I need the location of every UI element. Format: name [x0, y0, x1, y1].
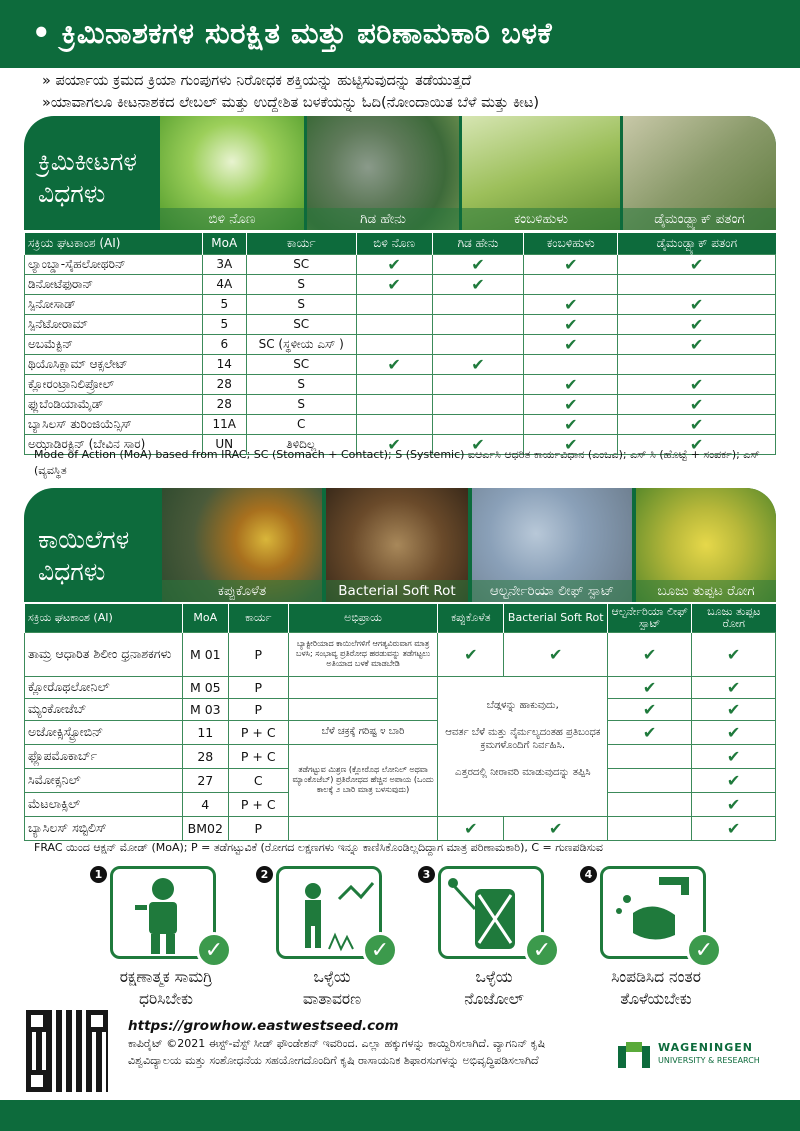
cell-effect	[618, 394, 776, 414]
check-icon: ✔	[726, 722, 741, 742]
cell-effect	[432, 274, 524, 294]
check-icon: ✔	[564, 314, 578, 334]
cell-ai: ಕ್ಲೋರಂಟ್ರಾನಿಲಿಪ್ರೋಲ್	[25, 374, 203, 394]
step-caption: ಒಳ್ಳೆಯ ನೊಜೋಲ್	[464, 968, 524, 1008]
cell-effect	[608, 768, 692, 792]
insect-col-header: ಡೈಮಂಡ್ಬ್ಯಾಕ್ ಪತಂಗ	[618, 233, 776, 254]
check-icon: ✔	[689, 294, 704, 314]
fungicide-table-header	[25, 604, 776, 632]
check-icon: ✔	[564, 294, 578, 314]
insect-col-header: ಗಿಡ ಹೇನು	[432, 233, 524, 254]
check-icon: ✔	[564, 394, 578, 414]
cell-ai: ಮೆಟಲಾಕ್ಸಿಲ್	[25, 792, 183, 816]
table-row	[25, 374, 776, 394]
cell-action: C	[246, 414, 356, 434]
insecticide-table	[24, 233, 776, 455]
cell-effect	[692, 720, 776, 744]
cell-ai: ಫ್ಲೊಪಮೊಕಾರ್ಬ್	[25, 744, 183, 768]
table-row	[25, 354, 776, 374]
cell-action: S	[246, 394, 356, 414]
wageningen-logo	[618, 1038, 778, 1074]
cell-moa: M 03	[182, 698, 228, 720]
check-icon: ✔	[549, 644, 563, 664]
table-row	[25, 394, 776, 414]
table-row	[25, 632, 776, 676]
cell-remark: ಬ್ಯಾಕ್ಟೀರಿಯಾದ ಕಾಯಿಲೆಗಳಿಗೆ ಆಗತ್ಯವಿರುವಾಗ ಮಾತ್ರ ಬಳಸಿ; ಸಂಭಾವ್ಯ ಪ್ರತಿರೋಧ ಹರಡುವನ್ನು ತಡೆಗಟ್ಟಲು ಅತಿಯಾದ ಬಳಕೆ ಮಾಡಬೇಡಿ	[288, 632, 438, 676]
cell-effect	[356, 414, 432, 434]
cell-action: P + C	[228, 744, 288, 768]
insects-note: Mode of Action (MoA) based from IRAC; SC (Stomach + Contact); S (Systemic) ಐಆರ್ಎಸಿ ಆಧರಿತ ಕಾರ್ಯವಿಧಾನ (ಎಂಒಎ); ಎಸ್ ಸಿ (ಹೊಟ್ಟೆ + ಸಂಪರ್ಕ); ಎಸ್ (ವ್ಯವಸ್ಥಿತ	[34, 448, 760, 477]
cell-effect	[432, 334, 524, 354]
wageningen-logo-icon	[618, 1040, 652, 1070]
cell-effect	[692, 792, 776, 816]
photo-caterpillar: ಕಂಬಳಿಹುಳು	[462, 116, 620, 230]
cell-ai: ಕ್ಲೋರೊಥಲೋನಿಲ್	[25, 676, 183, 698]
cell-moa: UN	[202, 434, 246, 454]
check-icon: ✔	[564, 414, 578, 434]
check-icon: ✔	[471, 274, 485, 294]
cell-effect	[524, 394, 618, 414]
cell-moa: BM02	[182, 816, 228, 840]
cell-action: S	[246, 294, 356, 314]
cell-effect	[432, 254, 524, 274]
insect-col-header: ಸಕ್ರಿಯ ಘಟಕಾಂಶ (AI)	[25, 233, 203, 254]
photo-aphid: ಗಿಡ ಹೇನು	[307, 116, 459, 230]
table-row	[25, 314, 776, 334]
cell-effect	[524, 314, 618, 334]
cell-moa: M 05	[182, 676, 228, 698]
cell-ai: ಫ್ಲುಬೆಂಡಿಯಾಮೈಡ್	[25, 394, 203, 414]
cell-effect	[618, 374, 776, 394]
cell-effect	[524, 254, 618, 274]
logo-subtitle: UNIVERSITY & RESEARCH	[658, 1056, 760, 1065]
cell-effect	[524, 354, 618, 374]
cell-effect	[504, 816, 608, 840]
check-icon: ✔	[642, 699, 657, 719]
cell-effect	[356, 254, 432, 274]
bottom-bar	[0, 1100, 800, 1131]
cell-moa: 5	[202, 314, 246, 334]
check-icon: ✔	[642, 722, 657, 742]
cell-moa: 28	[202, 394, 246, 414]
photo-whitefly: ಬಿಳಿ ನೊಣ	[160, 116, 304, 230]
cultural-remark-line: ಬೆಡ್ಗಳನ್ನು ಹಾಕುವುದು,	[486, 700, 559, 711]
check-icon: ✔	[471, 254, 485, 274]
cell-ai: ಮ್ಯಂಕೋಜೆಬ್	[25, 698, 183, 720]
cell-effect	[618, 294, 776, 314]
cell-effect	[524, 414, 618, 434]
check-icon: ✔	[689, 314, 704, 334]
cell-effect	[524, 334, 618, 354]
table-row	[25, 698, 776, 720]
cell-effect	[432, 314, 524, 334]
cell-moa: 27	[182, 768, 228, 792]
check-icon: ✔	[549, 818, 563, 838]
cell-action: P	[228, 816, 288, 840]
step-number: 3	[418, 866, 435, 883]
cell-effect	[692, 816, 776, 840]
cell-effect	[432, 394, 524, 414]
check-icon: ✔	[726, 818, 741, 838]
step-caption: ರಕ್ಷಣಾತ್ಮಕ ಸಾಮಗ್ರಿ ಧರಿಸಿಬೇಕು	[119, 968, 213, 1008]
check-icon: ✔	[689, 254, 704, 274]
check-icon: ✔	[564, 374, 578, 394]
cell-action: SC (ಸ್ಥಳೀಯ ಎಸ್ )	[246, 334, 356, 354]
cell-effect	[608, 632, 692, 676]
check-icon: ✓	[196, 932, 232, 968]
insect-col-header: ಬಿಳಿ ನೊಣ	[356, 233, 432, 254]
cell-effect	[618, 354, 776, 374]
check-icon: ✓	[686, 932, 722, 968]
step-caption: ಒಳ್ಳೆಯ ವಾತಾವರಣ	[302, 968, 362, 1008]
table-row	[25, 334, 776, 354]
footer-text	[128, 1018, 598, 1069]
step-caption: ಸಿಂಪಡಿಸಿದ ನಂತರ ತೊಳೆಯಬೇಕು	[611, 968, 701, 1008]
cell-ai: ಬ್ಯಾಸಿಲಸ್ ಸಬ್ಟಿಲಿಸ್	[25, 816, 183, 840]
cell-effect	[356, 394, 432, 414]
table-row	[25, 816, 776, 840]
cell-action: ತಿಳಿದಿಲ್ಲ	[246, 434, 356, 454]
cell-effect	[618, 334, 776, 354]
fungicide-table	[24, 604, 776, 841]
cell-effect	[432, 414, 524, 434]
cell-ai: ಬ್ಯಾಸಿಲಸ್ ತುರಿಂಜಿಯೆನ್ಸಿಸ್	[25, 414, 203, 434]
cell-effect	[618, 314, 776, 334]
cell-cultural-remark	[438, 676, 608, 816]
check-icon: ✔	[642, 677, 657, 697]
diseases-note: FRAC ಯಿಂದ ಆಕ್ಷನ್ ಮೋಡ್ (MoA); P = ತಡೆಗಟ್ಟುವಿಕೆ (ರೋಗದ ಲಕ್ಷಣಗಳು ಇನ್ನೂ ಕಾಣಿಸಿಕೊಂಡಿಲ್ಲದಿದ್ದಾಗ ಮಾತ್ರ ಪರಿಣಾಮಕಾರಿ), C = ಗುಣಪಡಿಸುವ	[34, 841, 603, 854]
cell-remark	[288, 698, 438, 720]
cell-moa: 11	[182, 720, 228, 744]
cell-action: SC	[246, 354, 356, 374]
check-icon: ✔	[642, 644, 657, 664]
cell-effect	[524, 294, 618, 314]
check-icon: ✔	[726, 677, 741, 697]
cell-moa: 28	[182, 744, 228, 768]
insects-label: ಕ್ರಿಮಿಕೀಟಗಳ ವಿಧಗಳು	[38, 147, 137, 208]
cell-effect	[692, 676, 776, 698]
check-icon: ✔	[464, 818, 478, 838]
cell-ai: ಅಝಾಡಿರಕ್ಟಿನ್ (ಬೇವಿನ ಸಾರ)	[25, 434, 203, 454]
cell-effect	[356, 274, 432, 294]
cell-moa: 4A	[202, 274, 246, 294]
cell-effect	[524, 374, 618, 394]
check-icon: ✓	[524, 932, 560, 968]
cell-moa: 6	[202, 334, 246, 354]
cell-effect	[356, 374, 432, 394]
insect-col-header: ಕಂಬಳಿಹುಳು	[524, 233, 618, 254]
cell-moa: 14	[202, 354, 246, 374]
cell-remark	[288, 676, 438, 698]
cell-effect	[692, 698, 776, 720]
cell-moa: 3A	[202, 254, 246, 274]
step-number: 1	[90, 866, 107, 883]
check-icon: ✔	[726, 699, 741, 719]
check-icon: ✔	[689, 414, 704, 434]
step-number: 2	[256, 866, 273, 883]
cell-remark	[288, 816, 438, 840]
cell-ai: ಸ್ಪಿನೆಟೋರಾಮ್	[25, 314, 203, 334]
check-icon: ✔	[387, 254, 401, 274]
header-bullets	[42, 70, 539, 114]
check-icon: ✔	[464, 644, 478, 664]
cell-effect	[356, 314, 432, 334]
insect-col-header: MoA	[202, 233, 246, 254]
cell-effect	[438, 632, 504, 676]
cell-effect	[608, 676, 692, 698]
disease-col-header: MoA	[182, 604, 228, 632]
table-row	[25, 294, 776, 314]
cell-action: P	[228, 632, 288, 676]
cell-action: S	[246, 374, 356, 394]
photo-downy-mildew: ಬೂಜು ತುಪ್ಪಟ ರೋಗ	[636, 488, 776, 602]
cell-remark: ತಡೆಗಟ್ಟುವ ಮಿಶ್ರಣ (ಕ್ಲೋರೊಥ ಲೋನಿಲ್ ಅಥವಾ ಮ್ಯಾಂಕೊಜೆಬ್) ಪ್ರತಿರೋಧದ ಹೆಚ್ಚಿನ ಅಪಾಯ (ಒಂದು ಕಾಲಕ್ಕೆ ೨ ಬಾರಿ ಮಾತ್ರ ಬಳಸುವುದು)	[288, 744, 438, 816]
cell-ai: ತಾಮ್ರ ಆಧಾರಿತ ಶಿಲೀಂ ಧ್ರನಾಶಕಗಳು	[25, 632, 183, 676]
table-row	[25, 676, 776, 698]
copyright: ಕಾಪಿರೈಟ್ ©2021 ಈಸ್ಟ್-ವೆಸ್ಟ್ ಸೀಡ್ ಫೌಂಡೇಶನ್ ಇವರಿಂದ. ಎಲ್ಲಾ ಹಕ್ಕುಗಳನ್ನು ಕಾಯ್ದಿರಿಸಲಾಗಿದೆ. ವ್ಯಾಗನಿನ್ ಕೃಷಿ ವಿಶ್ವವಿದ್ಯಾಲಯ ಮತ್ತು ಸಂಶೋಧನೆಯ ಸಹಯೋಗದೊಂದಿಗೆ ಕೃಷಿ ರಾಸಾಯನಿಕ ಶಿಫಾರಸುಗಳನ್ನು ಅಭಿವೃದ್ಧಿಪಡಿಸಲಾಗಿದೆ	[128, 1037, 546, 1067]
table-row	[25, 274, 776, 294]
check-icon: ✔	[726, 644, 741, 664]
cell-effect	[618, 414, 776, 434]
check-icon: ✔	[564, 434, 578, 454]
check-icon: ✔	[564, 334, 578, 354]
check-icon: ✔	[726, 770, 741, 790]
cell-effect	[618, 274, 776, 294]
cell-effect	[608, 720, 692, 744]
check-icon: ✔	[471, 354, 485, 374]
website-link[interactable]: https://growhow.eastwestseed.com	[128, 1018, 399, 1034]
check-icon: ✔	[387, 274, 401, 294]
cell-effect	[356, 294, 432, 314]
table-row	[25, 720, 776, 744]
diseases-label: ಕಾಯಿಲೆಗಳ ವಿಧಗಳು	[38, 525, 130, 586]
cell-moa: 5	[202, 294, 246, 314]
check-icon: ✔	[726, 794, 741, 814]
table-row	[25, 744, 776, 768]
diseases-section-head	[24, 488, 776, 602]
insecticide-table-header	[25, 233, 776, 254]
bullet-1: » ಪರ್ಯಾಯ ಕ್ರಮದ ಕ್ರಿಯಾ ಗುಂಪುಗಳು ನಿರೋಧಕ ಶಕ್ತಿಯನ್ನು ಹುಟ್ಟಿಸುವುದನ್ನು ತಡೆಯುತ್ತದೆ	[42, 73, 472, 89]
check-icon: ✔	[726, 746, 741, 766]
disease-col-header: Bacterial Soft Rot	[504, 604, 608, 632]
photo-alternaria-leaf-spot: ಆಲ್ಟರ್ನೇರಿಯಾ ಲೀಫ್ ಸ್ಪಾಟ್	[472, 488, 632, 602]
photo-black-rot: ಕಪ್ಪುಕೊಳೆತ	[162, 488, 322, 602]
cell-effect	[692, 744, 776, 768]
disease-col-header: ಸಕ್ರಿಯ ಘಟಕಾಂಶ (AI)	[25, 604, 183, 632]
cell-effect	[356, 354, 432, 374]
cell-effect	[432, 374, 524, 394]
cell-effect	[432, 294, 524, 314]
check-icon: ✔	[387, 434, 401, 454]
cell-ai: ಲ್ಯಾಂಬ್ಡಾ-ಸೈಹಲೋಥರಿನ್	[25, 254, 203, 274]
cell-action: P	[228, 698, 288, 720]
cell-action: S	[246, 274, 356, 294]
check-icon: ✔	[564, 254, 578, 274]
header-banner	[0, 0, 800, 68]
insect-col-header: ಕಾರ್ಯ	[246, 233, 356, 254]
cell-action: C	[228, 768, 288, 792]
cell-effect	[504, 632, 608, 676]
check-icon: ✔	[689, 394, 704, 414]
cell-effect	[438, 816, 504, 840]
bullet-2: »ಯಾವಾಗಲೂ ಕೀಟನಾಶಕದ ಲೇಬಲ್ ಮತ್ತು ಉದ್ದೇಶಿತ ಬಳಕೆಯನ್ನು ಓದಿ(ನೋಂದಾಯಿತ ಬೆಳೆ ಮತ್ತು ಕೀಟ)	[42, 95, 540, 111]
cell-ai: ಸ್ಪಿನೋಸಾಡ್	[25, 294, 203, 314]
check-icon: ✔	[471, 434, 485, 454]
cell-effect	[524, 274, 618, 294]
cell-effect	[692, 768, 776, 792]
cell-effect	[692, 632, 776, 676]
cell-ai: ಥಿಯೊಸಿಕ್ಲಾಮ್ ಆಕ್ಸಲೇಟ್	[25, 354, 203, 374]
cell-effect	[356, 334, 432, 354]
cell-ai: ಅಬಮೆಕ್ಟಿನ್	[25, 334, 203, 354]
cell-action: P + C	[228, 792, 288, 816]
disease-col-header: ಆಲ್ಟರ್ನೇರಿಯಾ ಲೀಫ್ ಸ್ಪಾಟ್	[608, 604, 692, 632]
cell-remark: ಬೆಳೆ ಚಕ್ರಕ್ಕೆ ಗರಿಷ್ಟ ೪ ಬಾರಿ	[288, 720, 438, 744]
cell-effect	[618, 254, 776, 274]
cell-ai: ಡಿನೋಟೆಫುರಾನ್	[25, 274, 203, 294]
check-icon: ✔	[689, 334, 704, 354]
insects-section-head	[24, 116, 776, 230]
cell-moa: 28	[202, 374, 246, 394]
cell-moa: 4	[182, 792, 228, 816]
check-icon: ✔	[689, 374, 704, 394]
cell-effect	[608, 698, 692, 720]
cell-effect	[608, 816, 692, 840]
photo-diamondback-moth: ಡೈಮಂಡ್ಬ್ಯಾಕ್ ಪತಂಗ	[623, 116, 776, 230]
table-row	[25, 254, 776, 274]
cell-effect	[608, 792, 692, 816]
disease-col-header: ಕಪ್ಪುಕೊಳೆತ	[438, 604, 504, 632]
photo-bacterial-soft-rot: Bacterial Soft Rot	[326, 488, 468, 602]
qr-code[interactable]	[26, 1010, 108, 1092]
logo-name: WAGENINGEN	[658, 1041, 753, 1054]
disease-col-header: ಕಾರ್ಯ	[228, 604, 288, 632]
disease-col-header: ಬೂಜು ತುಪ್ಪಟ ರೋಗ	[692, 604, 776, 632]
cultural-remark-line: ಎತ್ತರದಲ್ಲಿ ನೀರಾವರಿ ಮಾಡುವುದನ್ನು ತಪ್ಪಿಸಿ	[455, 767, 591, 778]
cultural-remark-line: ಆವರ್ತ ಬೆಳೆ ಮತ್ತು ನೈರ್ಮಲ್ಯದಂತಹ ಪ್ರತಿಬಂಧಕ ಕ್ರಮಗಳೊಂದಿಗೆ ನಿರ್ವಹಿಸಿ.	[445, 727, 601, 751]
disease-col-header: ಅಭಿಪ್ರಾಯ	[288, 604, 438, 632]
step-number: 4	[580, 866, 597, 883]
cell-ai: ಅಜೋಕ್ಸಿಸ್ಟ್ರೋಬಿನ್	[25, 720, 183, 744]
cell-moa: M 01	[182, 632, 228, 676]
table-row	[25, 414, 776, 434]
cell-effect	[432, 354, 524, 374]
cell-effect	[608, 744, 692, 768]
cell-action: P	[228, 676, 288, 698]
check-icon: ✔	[689, 434, 704, 454]
cell-moa: 11A	[202, 414, 246, 434]
cell-ai: ಸಿಮೋಕ್ಸನಿಲ್	[25, 768, 183, 792]
cell-action: SC	[246, 254, 356, 274]
cell-action: SC	[246, 314, 356, 334]
check-icon: ✓	[362, 932, 398, 968]
page-title: • ಕ್ರಿಮಿನಾಶಕಗಳ ಸುರಕ್ಷಿತ ಮತ್ತು ಪರಿಣಾಮಕಾರಿ ಬಳಕೆ	[32, 16, 553, 50]
check-icon: ✔	[387, 354, 401, 374]
cell-action: P + C	[228, 720, 288, 744]
